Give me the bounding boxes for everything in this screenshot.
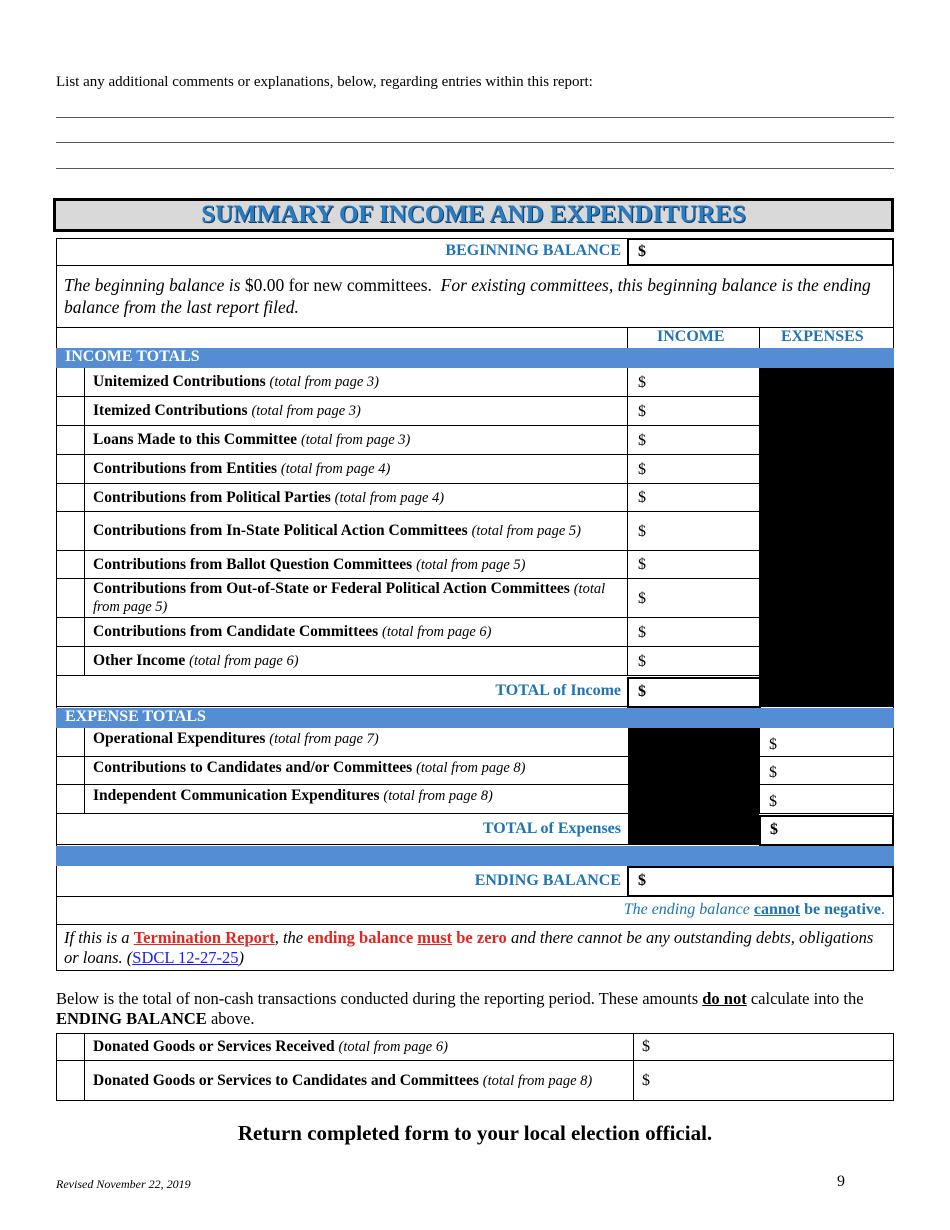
income-row-label: Contributions from In-State Political Action Committees (total from page 5) [93,522,581,539]
expense-amount-field[interactable]: $ [769,792,777,810]
beginning-balance-field[interactable] [627,238,894,266]
beginning-balance-label: BEGINNING BALANCE [445,242,621,259]
noncash-row-label: Donated Goods or Services Received (total from page 6) [93,1037,448,1055]
comments-prompt: List any additional comments or explanations, below, regarding entries within this report: [56,74,593,90]
income-amount-field[interactable]: $ [638,652,646,670]
income-row-label: Unitemized Contributions (total from page 3) [93,373,379,390]
noncash-intro: Below is the total of non-cash transactions conducted during the reporting period. These amounts do not calculate into the ENDING BALANCE above. [56,989,864,1028]
page-number: 9 [837,1173,845,1190]
income-amount-field[interactable]: $ [638,402,646,420]
income-amount-field[interactable]: $ [638,489,646,506]
expense-amount-field[interactable]: $ [769,764,777,781]
total-expenses-field[interactable] [759,815,894,846]
income-amount-field[interactable]: $ [638,431,646,449]
ending-note-row [56,897,894,925]
noncash-row [56,1061,894,1101]
total-expenses-currency: $ [770,821,778,838]
income-totals-band [56,348,894,368]
col-expenses: EXPENSES [781,328,864,345]
income-expenses-blackout [759,368,894,707]
income-amount-field[interactable]: $ [638,589,646,607]
beginning-note: The beginning balance is $0.00 for new committees. For existing committees, this beginning balance is the ending balance from the last report filed. [64,275,871,317]
income-amount-field[interactable]: $ [638,556,646,573]
ending-balance-label: ENDING BALANCE [474,872,621,889]
column-header-row [56,328,894,348]
sdcl-link[interactable]: SDCL 12-27-25 [132,948,239,967]
ending-balance-currency: $ [638,872,646,889]
summary-title-box [53,198,894,232]
expense-row-label: Contributions to Candidates and/or Committees (total from page 8) [93,759,526,776]
expense-row-label: Operational Expenditures (total from page 7) [93,730,379,747]
noncash-row [56,1033,894,1061]
noncash-row-label: Donated Goods or Services to Candidates and Committees (total from page 8) [93,1072,593,1089]
income-totals-label: INCOME TOTALS [65,348,200,365]
expense-row [56,757,894,785]
noncash-amount-field[interactable]: $ [642,1072,650,1089]
comment-line-1[interactable] [56,117,894,118]
spacer-band [56,846,894,866]
income-row-label: Contributions from Out-of-State or Federal Political Action Committees (total from page 5) [93,580,606,615]
income-row-label: Itemized Contributions (total from page 3) [93,402,361,419]
income-amount-field[interactable]: $ [638,373,646,391]
revised-date: Revised November 22, 2019 [56,1177,191,1191]
expense-totals-band [56,708,894,728]
expense-amount-field[interactable]: $ [769,735,777,753]
return-instruction: Return completed form to your local election official. [237,1121,713,1145]
expense-totals-label: EXPENSE TOTALS [65,708,206,725]
total-expenses-label: TOTAL of Expenses [482,820,621,837]
income-amount-field[interactable]: $ [638,522,646,540]
total-income-currency: $ [638,683,646,700]
ending-note: The ending balance cannot be negative. [623,901,885,918]
noncash-amount-field[interactable]: $ [642,1038,650,1055]
expense-row [56,785,894,814]
beginning-note-row [56,266,894,328]
income-row-label: Contributions from Political Parties (total from page 4) [93,488,445,506]
income-row-label: Other Income (total from page 6) [93,652,299,669]
income-row-label: Contributions from Ballot Question Committees (total from page 5) [93,555,526,573]
income-row-label: Contributions from Candidate Committees (total from page 6) [93,623,492,640]
col-income: INCOME [657,328,725,345]
beginning-balance-currency: $ [638,243,646,260]
total-income-label: TOTAL of Income [495,682,621,699]
comment-line-3[interactable] [56,168,894,169]
ending-balance-field[interactable] [627,866,894,897]
expense-row [56,728,894,757]
income-amount-field[interactable]: $ [638,623,646,641]
summary-title: SUMMARY OF INCOME AND EXPENDITURES [201,201,746,228]
total-income-row [56,677,894,707]
comment-line-2[interactable] [56,142,894,143]
expense-row-label: Independent Communication Expenditures (total from page 8) [93,787,493,804]
termination-note: If this is a Termination Report, the ending balance must be zero and there cannot be any outstanding debts, obligations or loans. (SDCL 12-27-25) [64,928,874,967]
income-row-label: Loans Made to this Committee (total from page 3) [93,431,411,448]
income-amount-field[interactable]: $ [638,460,646,478]
income-row-label: Contributions from Entities (total from page 4) [93,460,391,477]
total-income-field[interactable] [627,677,761,708]
